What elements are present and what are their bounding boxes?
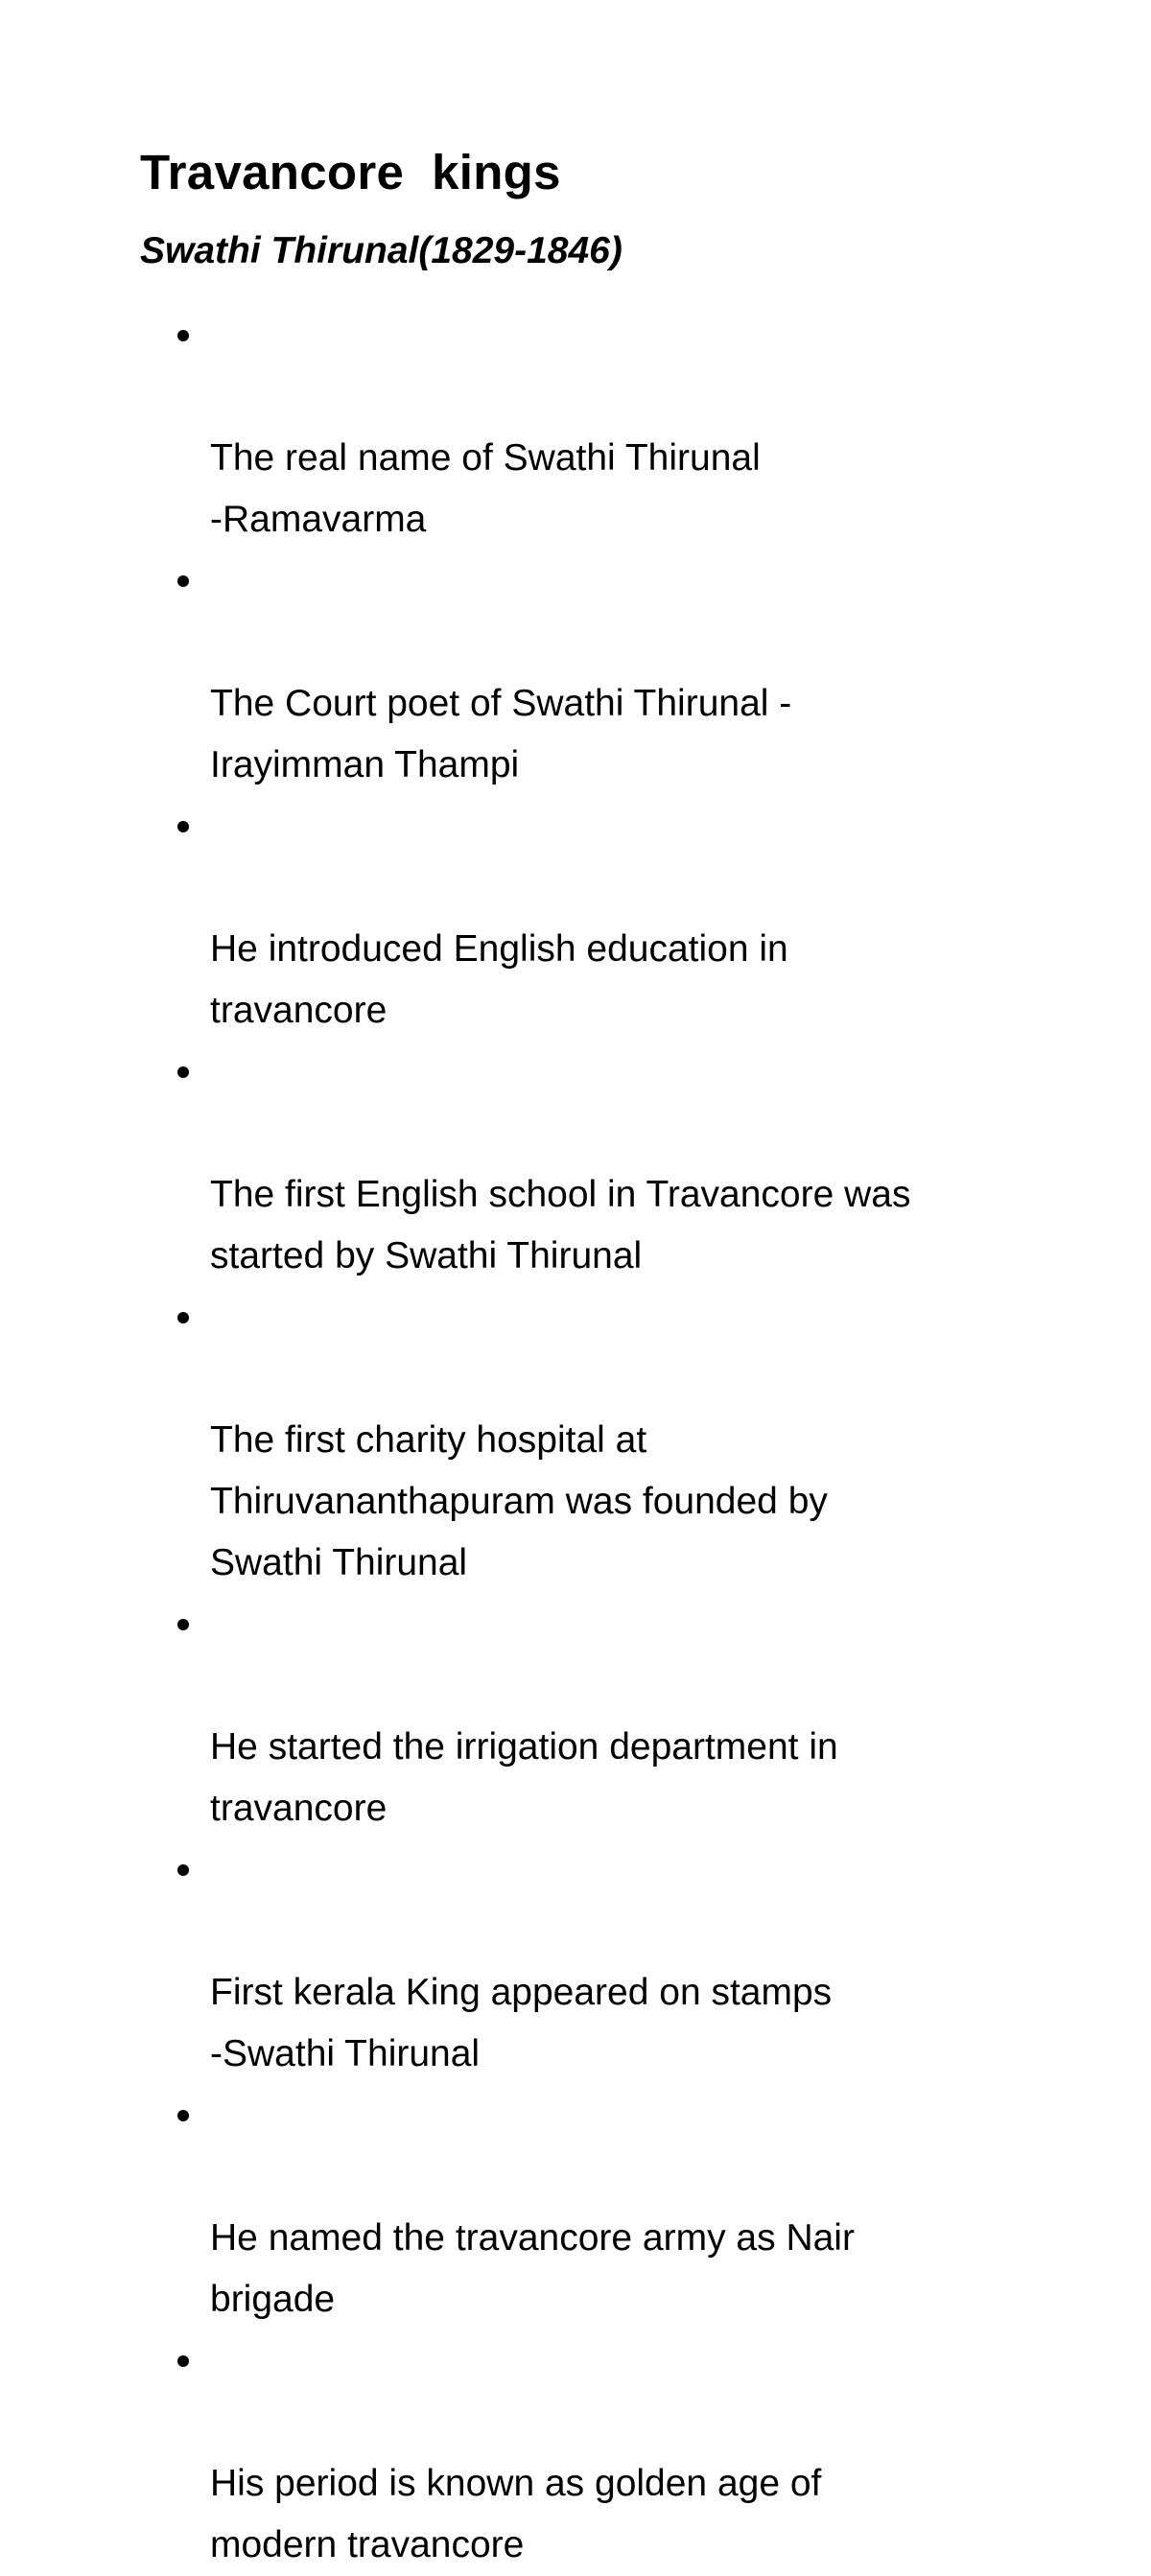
- list-item: [0, 1594, 1035, 1839]
- list-item-text: The real name of Swathi Thirunal -Ramavarma: [210, 437, 761, 540]
- page-title: Travancore kings: [140, 145, 561, 199]
- list-item: [0, 2085, 1035, 2330]
- bullet-icon: [177, 1312, 189, 1323]
- list-item: [0, 1287, 1035, 1594]
- bullet-icon: [177, 821, 189, 832]
- list-item-text: He introduced English education in travancore: [210, 928, 788, 1031]
- bullet-icon: [177, 330, 189, 341]
- list-item-text: The first charity hospital at Thiruvananthapuram was founded by Swathi Thirunal: [210, 1419, 828, 1583]
- list-item-text: His period is known as golden age of modern travancore: [210, 2463, 822, 2565]
- bullet-icon: [177, 2110, 189, 2121]
- list-item: [0, 1839, 1035, 2085]
- bullet-icon: [177, 1864, 189, 1876]
- list-item: [0, 305, 1035, 550]
- bullet-icon: [177, 2355, 189, 2367]
- list-item: [0, 550, 1035, 796]
- list-item-text: The Court poet of Swathi Thirunal - Irayimman Thampi: [210, 683, 792, 785]
- list-item-text: First kerala King appeared on stamps -Swathi Thirunal: [210, 1972, 833, 2074]
- list-item-text: He named the travancore army as Nair brigade: [210, 2217, 855, 2320]
- list-item: [0, 796, 1035, 1042]
- bullet-icon: [177, 1066, 189, 1078]
- section-subtitle: Swathi Thirunal(1829-1846): [140, 230, 622, 271]
- bullet-icon: [177, 575, 189, 587]
- list-item: [0, 2330, 1035, 2576]
- list-item-text: He started the irrigation department in travancore: [210, 1726, 838, 1829]
- fact-list: [0, 305, 1151, 2576]
- list-item-text: The first English school in Travancore was started by Swathi Thirunal: [210, 1174, 911, 1276]
- list-item: [0, 1042, 1035, 1287]
- bullet-icon: [177, 1619, 189, 1630]
